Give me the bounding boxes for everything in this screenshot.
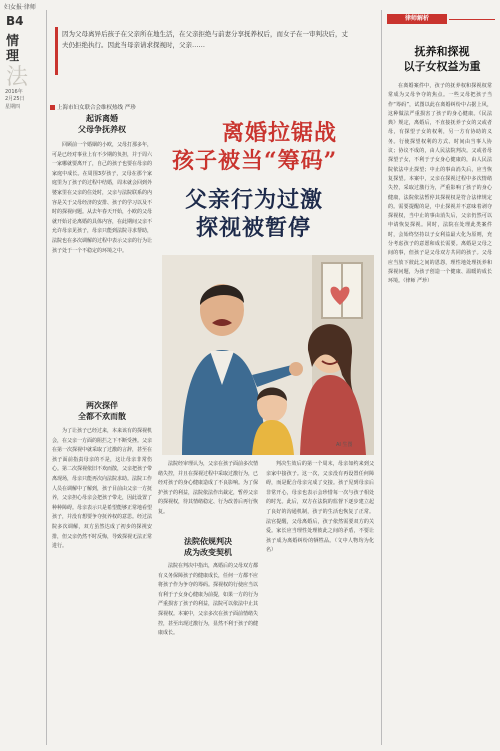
note-accent-bar: [55, 27, 58, 75]
subhead-1-line1: 起诉离婚: [86, 113, 118, 123]
section-name: 情理: [6, 34, 20, 64]
commentary-body: 在离婚案件中，孩子的抚养权和探视权常常成为父母争夺的焦点。一些父母把孩子当作“筹码”，试图以此在离婚纠纷中占据上风，这种做法严重损害了孩子的身心健康。《民法典》规定，离婚后，不直接抚养子女的父或者母，有探望子女的权利，另一方有协助的义务。行使探望权利的方式、时间由当事人协议；协议不成的，由人民法院判决。父或者母探望子女，不利于子女身心健康的，由人民法院依法中止探望；中止的事由消失后，应当恢复探望。本案中，父亲在探视过程中多次情绪失控，采取过激行为，严重影响了孩子的身心健康，法院依法暂停其探视权是符合法律规定的。需要提醒的是，中止探视并不意味着剥夺探视权，当中止的事由消失后，父亲仍然可以申请恢复探视。同时，法院在处理此类案件时，会始终坚持以子女利益最大化为原则，充分考虑孩子的意愿和成长需要。离婚是父母之间的事，但孩子是父母双方共同的孩子。父母应当放下彼此之间的恩怨，理性地处理抚养和探视问题，为孩子创造一个健康、温暖的成长环境。（律师 严珍）: [388, 83, 492, 285]
issue-weekday: 星期四: [5, 104, 21, 110]
headline-line-1: 离婚拉锯战: [222, 120, 338, 146]
subhead-3: [158, 536, 258, 558]
column-3: 判决生效后的第一个周末，母亲如约来到父亲家中接孩子。这一次，父亲没有再设置任何障碍，而是配合母亲完成了交接。孩子见到母亲后非常开心，母亲也表示会珍惜每一次与孩子相处的时光。此后，双方在法院的监督下逐步建立起了良好的沟通机制，孩子的生活也恢复了正常。法官提醒，父母离婚后，孩子依然需要双方的关爱。家长应当理性处理彼此之间的矛盾，不要让孩子成为离婚纠纷的牺牲品。（文中人物均为化名）: [266, 461, 374, 554]
right-divider: [381, 10, 382, 745]
subhead-2-line1: 两次探伴: [86, 400, 118, 410]
page-number: B4: [6, 14, 24, 28]
illustration-family-argument: [162, 255, 374, 455]
headline-line-2: 孩子被当“筹码”: [172, 148, 338, 174]
column-1b: 为了让孩子已经过来，本来该有的探视机会，在父亲一方面的阻拦之下不断受挫。父亲在第一次探视中就采取了过激的言辞，甚至在孩子面前指责母亲的不是，这让母亲非常伤心。第二次探视依旧不欢而散，父亲把孩子带离现场，母亲只能再次向法院求助。法院工作人员在调解中了解到，孩子目前由父亲一方抚养，父亲担心母亲会把孩子带走，因此设置了种种障碍。母亲表示只是希望能够正常地看望孩子，并没有想要争夺抚养权的意思。经过法院多次调解，双方虽然达成了初步的探视安排，但父亲仍然不时反悔，导致探视无法正常进行。: [52, 428, 153, 550]
section-big-char: 法: [6, 65, 29, 90]
paper-name: 妇女报·律师: [4, 4, 36, 11]
subhead-1: [52, 113, 152, 135]
section-ribbon: 律师解析: [387, 14, 447, 24]
issue-date: 2月25日: [5, 96, 25, 102]
illustration-credit-text: AI 生图: [336, 442, 353, 448]
man-fist: [289, 362, 303, 376]
byline-text: 上海市妇女联合会维权热线 严珍: [57, 105, 136, 111]
editor-note: 因为父母离异后孩子在父亲所在地生活，在父亲拒绝与前妻分享抚养权后，而女子在一审判决后，丈夫仍拒绝执行。因此当母亲请求探视时，父亲……: [62, 30, 348, 49]
byline-marker: [50, 105, 55, 110]
subhead-3-line2: 成为改变契机: [184, 547, 232, 557]
commentary-title: [390, 44, 494, 74]
ribbon-rule: [449, 19, 495, 20]
subhead-3-line1: 法院依规判决: [184, 536, 232, 546]
left-divider: [46, 10, 47, 745]
byline: [50, 103, 136, 111]
commentary-title-line1: 抚养和探视: [414, 45, 470, 58]
subhead-2: [52, 400, 152, 422]
column-2b: 法院在判决中指出，离婚后的父母双方都有义务保障孩子的健康成长，任何一方都不应将孩子作为争夺的筹码。探视权的行使应当以有利于子女身心健康为前提，如果一方的行为严重损害了孩子的利益，法院可以依法中止其探视权。本案中，父亲多次在孩子面前情绪失控，甚至出现过激行为，显然不利于孩子的健康成长。: [158, 563, 259, 637]
column-2a: 法院经审理认为，父亲在孩子面前多次情绪失控，并且在探视过程中采取过激行为，已经对孩子的身心健康造成了不良影响。为了保护孩子的利益，法院依法作出裁定，暂停父亲的探视权，待其情绪稳定、行为改善后再行恢复。: [158, 461, 259, 515]
headline-line-4: 探视被暂停: [196, 215, 312, 241]
column-1a: 回顾前一个婚姻的小欧，父母打那多年，可是已经对事业上有不少期的负担，并于周六一家哪就要离开了，自己的孩子也要在母亲的家庭中成长。在周围3岁孩子，父母在那个家庭里为了孩子的过程中结婚，周末就会回到外婆家里在父亲的住处时，父亲与法院联系的内容是关于父母经济的安排、孩子的学习以及不时的探视问题。从去年春天开始，小欧的父母就开始讨论离婚的具体内容，在此期间父亲不允许母亲见孩子，母亲只能到法院寻求帮助，法院也在多次调解的过程中表示父亲的行为让孩子处于一个不稳定的环境之中。: [52, 142, 153, 254]
issue-year: 2016年: [5, 89, 23, 95]
subhead-2-line2: 全都不欢而散: [78, 411, 126, 421]
subhead-1-line2: 父母争抚养权: [78, 124, 126, 134]
headline-line-3: 父亲行为过激: [185, 187, 324, 213]
commentary-title-line2: 以子女权益为重: [403, 60, 481, 73]
